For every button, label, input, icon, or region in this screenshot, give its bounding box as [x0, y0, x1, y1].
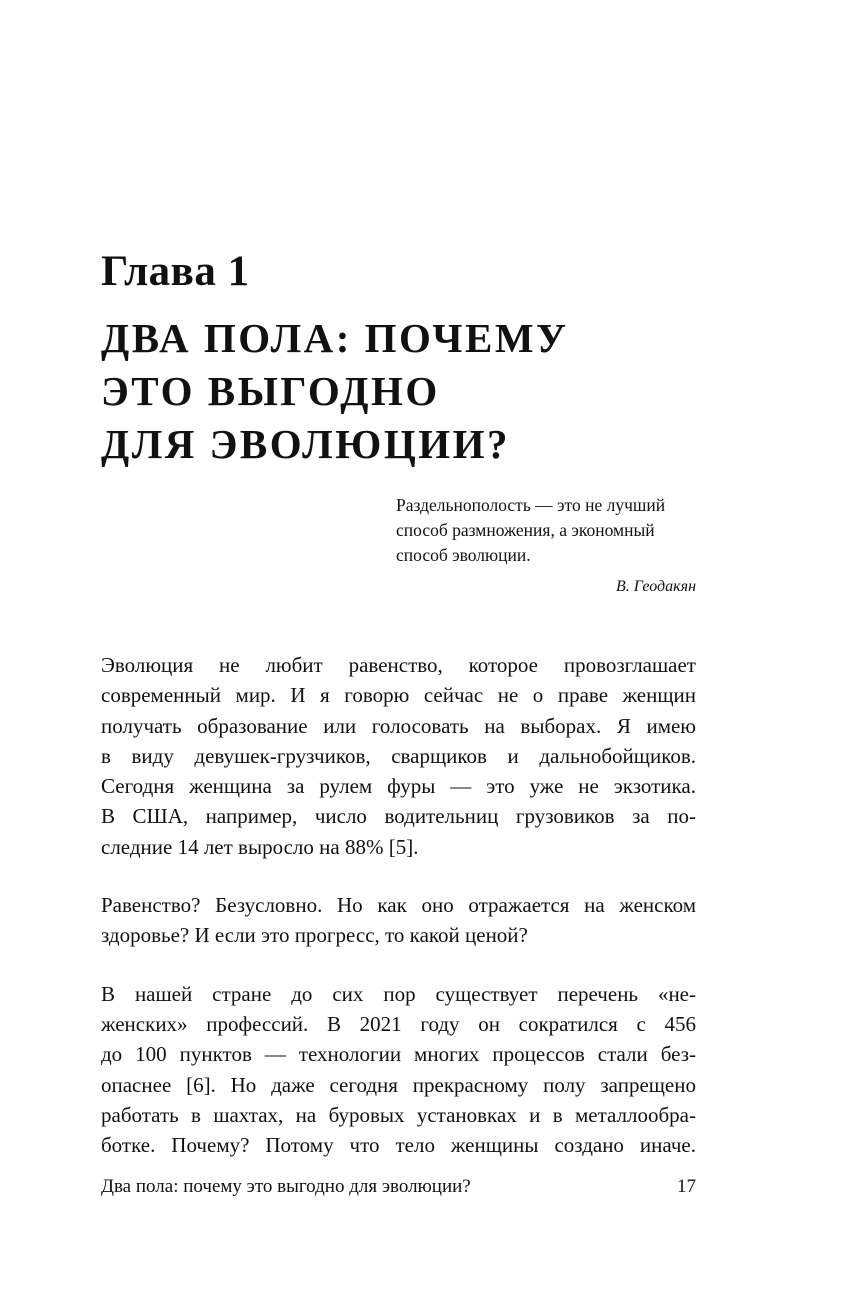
running-title: Два пола: почему это выгодно для эволюции?: [101, 1176, 471, 1197]
paragraph: [101, 890, 696, 951]
body-text: [101, 650, 696, 1188]
text-line: здоровье? И если это прогресс, то какой ценой?: [101, 923, 528, 948]
epigraph-author: В. Геодакян: [615, 578, 696, 595]
text-line: Эволюция не любит равенство, которое провозглашает: [101, 653, 696, 677]
epigraph-line: способ эволюции.: [396, 545, 531, 565]
chapter-title-line: ДЛЯ ЭВОЛЮЦИИ?: [101, 421, 511, 467]
text-line: Равенство? Безусловно. Но как оно отражается на женском: [101, 893, 696, 918]
page-footer: [101, 1175, 696, 1199]
text-line: ботке. Почему? Потому что тело женщины создано иначе.: [101, 1133, 696, 1158]
chapter-title: [101, 312, 721, 471]
text-line: В нашей стране до сих пор существует перечень «не-: [101, 981, 696, 1006]
text-line: В США, например, число водительниц грузовиков за по-: [101, 804, 696, 829]
chapter-label: Глава 1: [101, 248, 250, 295]
text-line: Сегодня женщина за рулем фуры — это уже не экзотика.: [101, 774, 696, 799]
paragraph: [101, 979, 696, 1161]
text-line: получать образование или голосовать на выборах. Я имею: [101, 713, 696, 738]
epigraph: [396, 493, 696, 599]
text-line: женских» профессий. В 2021 году он сократился с 456: [101, 1011, 696, 1036]
chapter-title-line: ДВА ПОЛА: ПОЧЕМУ: [101, 315, 569, 361]
text-line: современный мир. И я говорю сейчас не о праве женщин: [101, 683, 696, 708]
page-number: 17: [677, 1176, 696, 1197]
epigraph-line: способ размножения, а экономный: [396, 520, 655, 540]
epigraph-quote: [396, 493, 696, 568]
text-line: до 100 пунктов — технологии многих процессов стали без-: [101, 1042, 696, 1067]
chapter-title-line: ЭТО ВЫГОДНО: [101, 368, 440, 414]
paragraph: [101, 650, 696, 862]
text-line: работать в шахтах, на буровых установках и в металлообра-: [101, 1102, 696, 1127]
text-line: следние 14 лет выросло на 88% [5].: [101, 834, 419, 859]
text-line: в виду девушек-грузчиков, сварщиков и дальнобойщиков.: [101, 743, 696, 768]
epigraph-line: Раздельнополость — это не лучший: [396, 495, 666, 515]
text-line: опаснее [6]. Но даже сегодня прекрасному полу запрещено: [101, 1072, 696, 1097]
